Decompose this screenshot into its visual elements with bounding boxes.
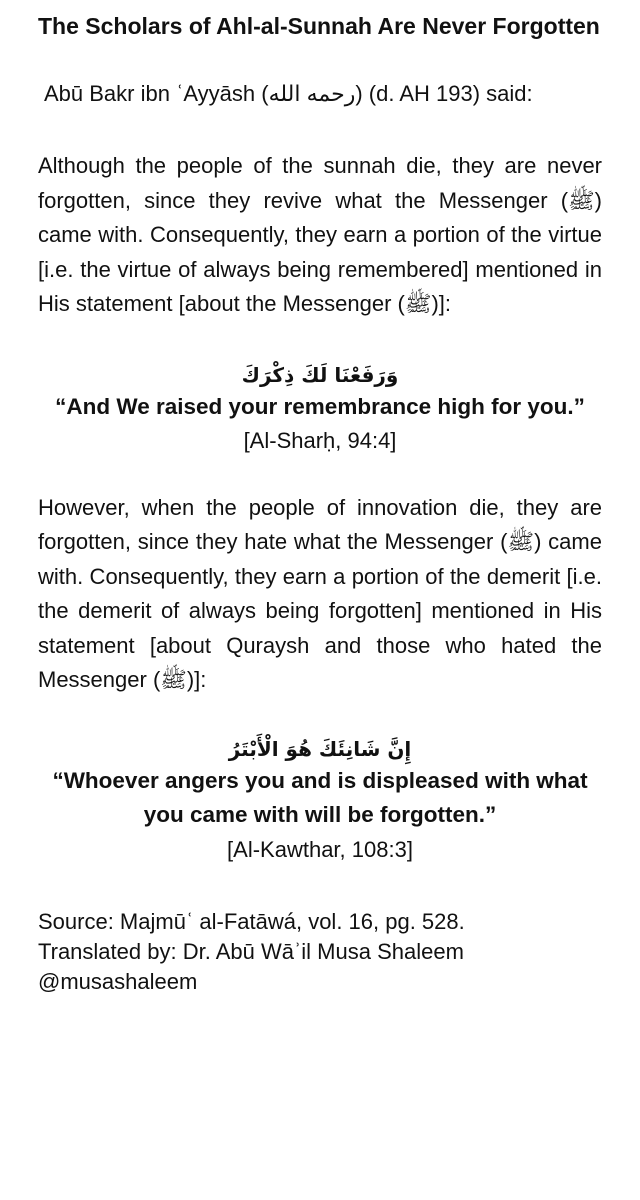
document-title: The Scholars of Ahl-al-Sunnah Are Never Forgotten (38, 13, 600, 39)
quote-translation: “And We raised your remembrance high for you.” (55, 393, 585, 419)
paragraph-sunnah: Although the people of the sunnah die, they are never forgotten, since they revive what the Messenger (ﷺ) came with. Consequently, they earn a portion of the virtue [i.e. the virtue of always being remembered] mentioned in His statement [about the Messenger (ﷺ)]: (38, 153, 602, 316)
quote-reference: [Al-Kawthar, 108:3] (227, 836, 413, 862)
quote-arabic-verse: وَرَفَعْنَا لَكَ ذِكْرَكَ (241, 362, 399, 387)
quote-translation: “Whoever angers you and is displeased with what you came with will be forgotten.” (52, 767, 588, 827)
quote-block-kawthar (38, 734, 602, 868)
footer (38, 907, 602, 997)
attribution-line: Abū Bakr ibn ʿAyyāsh (رحمه الله) (d. AH 193) said: (44, 81, 533, 106)
translator-line: Translated by: Dr. Abū Wāʾil Musa Shaleem (38, 939, 464, 964)
author-handle: @musashaleem (38, 969, 198, 994)
quote-arabic-verse: إِنَّ شَانِئَكَ هُوَ الْأَبْتَرُ (228, 736, 412, 761)
quote-reference: [Al-Sharḥ, 94:4] (243, 428, 397, 453)
paragraph-innovation: However, when the people of innovation die, they are forgotten, since they hate what the Messenger (ﷺ) came with. Consequently, they earn a portion of the demerit [i.e. the demerit of always being forgotten] mentioned in His statement [about Quraysh and those who hated the Messenger (ﷺ)]: (38, 494, 602, 692)
source-line: Source: Majmūʿ al-Fatāwá, vol. 16, pg. 528. (38, 909, 465, 934)
quote-block-sharh (38, 360, 602, 459)
